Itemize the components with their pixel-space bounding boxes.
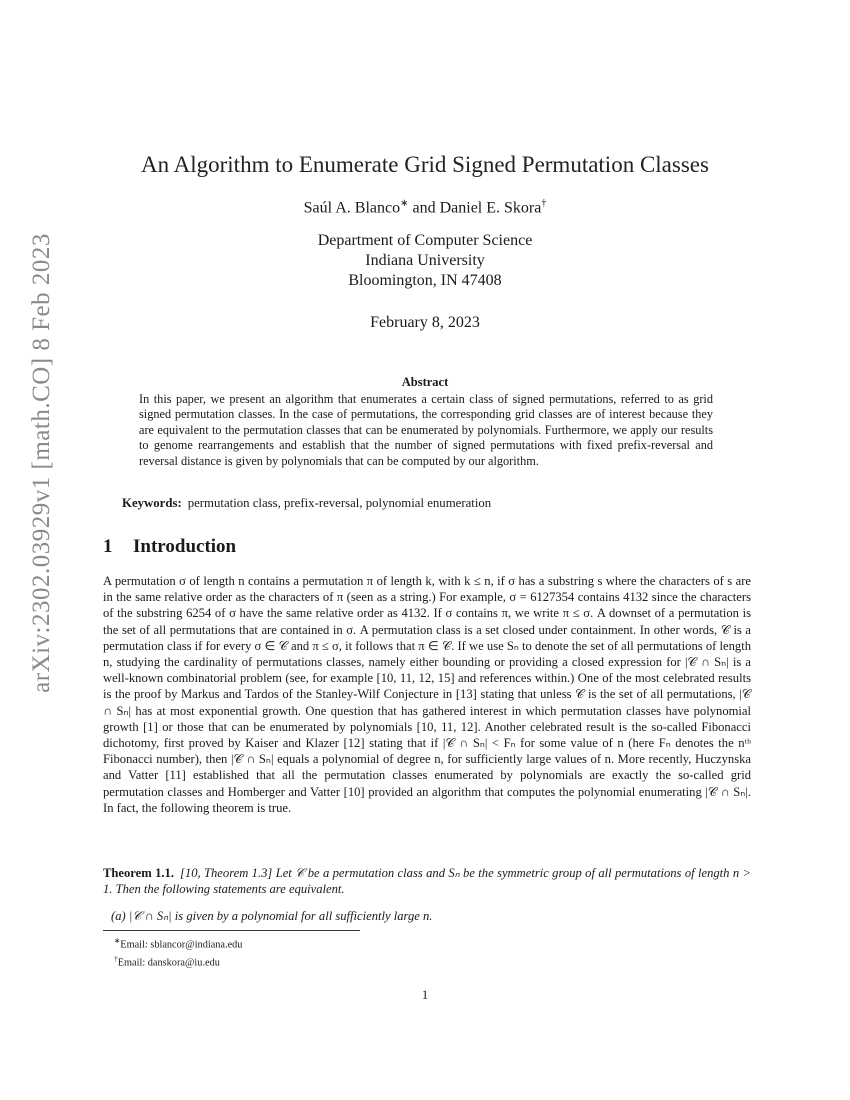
paper-date: February 8, 2023 [370, 314, 480, 331]
keywords-text: permutation class, prefix-reversal, polynomial enumeration [187, 496, 492, 510]
footnote [114, 934, 242, 952]
section-heading [103, 536, 236, 558]
theorem-text: [10, Theorem 1.3] Let 𝒞 be a permutation class and Sₙ be the symmetric group of all permutations of length n > 1. Then the following statements are equivalent. [103, 866, 751, 897]
footnote-text: Email: danskora@iu.edu [117, 957, 220, 969]
theorem-statement [103, 865, 751, 897]
arxiv-stamp-text: arXiv:2302.03929v1 [math.CO] 8 Feb 2023 [28, 233, 56, 693]
paper-title: An Algorithm to Enumerate Grid Signed Permutation Classes [141, 152, 709, 177]
footnote-mark: ∗ [114, 936, 121, 945]
theorem-item-a: (a) |𝒞 ∩ Sₙ| is given by a polynomial for all sufficiently large n. [111, 909, 433, 923]
footnote [114, 952, 242, 970]
footnote-rule [103, 930, 360, 931]
arxiv-stamp [18, 233, 66, 693]
section-title: Introduction [133, 536, 237, 557]
abstract-text: In this paper, we present an algorithm that enumerates a certain class of signed permutations, referred to as grid signed permutation classes. In the case of permutations, the corresponding grid classes are of interest because they are equivalent to the permutation classes that can be enumerated by polynomials. Furthermore, we apply our results to genome rearrangements and establish that the number of signed permutations with fixed prefix-reversal and reversal distance is given by polynomials that can be computed by our algorithm. [139, 392, 713, 468]
abstract-heading: Abstract [401, 375, 449, 389]
author-line [0, 198, 850, 217]
affiliation-address: Bloomington, IN 47408 [348, 272, 502, 289]
author-footnote-mark: ∗ [400, 198, 409, 209]
author-name: Daniel E. Skora [439, 199, 542, 217]
page-number: 1 [421, 988, 429, 1002]
footnote-mark: † [114, 954, 118, 964]
footnotes [114, 934, 242, 971]
footnote-text: Email: sblancor@indiana.edu [120, 939, 243, 951]
affiliation-university: Indiana University [365, 252, 485, 269]
author-joiner: and [408, 199, 440, 217]
author-name: Saúl A. Blanco [303, 199, 401, 217]
author-footnote-mark: † [541, 198, 547, 209]
section-number: 1 [103, 536, 113, 557]
affiliation-department: Department of Computer Science [317, 232, 533, 249]
theorem-label: Theorem 1.1. [103, 866, 174, 880]
keywords-label: Keywords: [122, 496, 182, 510]
affiliation [0, 231, 850, 291]
keywords [122, 496, 742, 511]
introduction-paragraph: A permutation σ of length n contains a permutation π of length k, with k ≤ n, if σ has a substring s where the characters of s are in the same relative order as the characters of π (seen as a string.) For example, σ = 6127354 contains 4132 since the characters of the substring 6254 of σ have the same relative order as 4132. If σ contains π, we write π ≤ σ. A downset of a permutation is the set of all permutations that are contained in σ. A permutation class is a set closed under containment. In other words, 𝒞 is a permutation class if for every σ ∈ 𝒞 and π ≤ σ, it follows that π ∈ 𝒞. If we use Sₙ to denote the set of all permutations of length n, studying the cardinality of permutations classes, namely either bounding or providing a closed expression for |𝒞 ∩ Sₙ| is a well-known combinatorial problem (see, for example [10, 11, 12, 15] and references within.) One of the most celebrated results is the proof by Markus and Tardos of the Stanley-Wilf Conjecture in [13] stating that unless 𝒞 is the set of all permutations, |𝒞 ∩ Sₙ| has at most exponential growth. One question that has gathered interest in which permutation classes have polynomial growth [1] or those that can be enumerated by polynomials [10, 11, 12]. Another celebrated result is the so-called Fibonacci dichotomy, first proved by Kaiser and Klazer [12] stating that if |𝒞 ∩ Sₙ| < Fₙ for some value of n (here Fₙ denotes the nᵗʰ Fibonacci number), then |𝒞 ∩ Sₙ| equals a polynomial of degree n, for sufficiently large values of n. More recently, Huczynska and Vatter [11] established that all the permutation classes enumerated by polynomials are exactly the so-called grid permutation classes and Homberger and Vatter [10] provided an algorithm that computes the polynomial enumerating |𝒞 ∩ Sₙ|. In fact, the following theorem is true. [103, 574, 751, 815]
